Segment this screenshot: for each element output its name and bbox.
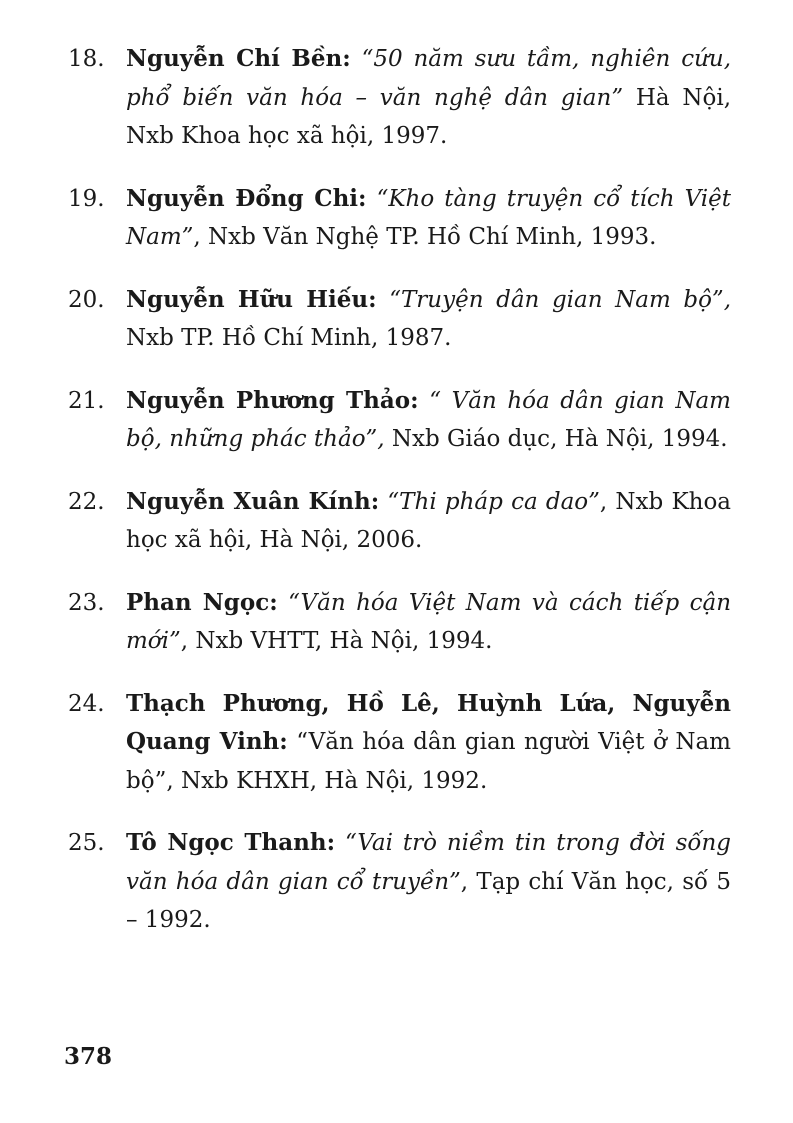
reference-author: Phan Ngọc:: [126, 588, 278, 616]
reference-item-24: [0, 685, 793, 801]
reference-title: “50 năm sưu tầm, nghiên cứu, phổ biến văn hóa – văn nghệ dân gian”: [126, 46, 732, 111]
reference-number: 24.: [68, 690, 105, 717]
reference-item-19: [0, 180, 793, 257]
reference-details: , Nxb Khoa học xã hội, Hà Nội, 2006.: [126, 488, 732, 553]
reference-number: 18.: [68, 46, 105, 72]
reference-details: , Tạp chí Văn học, số 5 – 1992.: [126, 868, 731, 933]
reference-details: Hà Nội, Nxb Khoa học xã hội, 1997.: [126, 84, 732, 149]
reference-item-21: [0, 382, 793, 459]
reference-author: Nguyễn Xuân Kính:: [126, 487, 380, 515]
reference-author: Tô Ngọc Thanh:: [126, 829, 336, 856]
reference-details: , Nxb Văn Nghệ TP. Hồ Chí Minh, 1993.: [193, 224, 657, 250]
reference-list: [0, 40, 793, 964]
reference-text: [126, 281, 731, 358]
reference-author: Nguyễn Phương Thảo:: [126, 386, 419, 414]
reference-item-25: [0, 824, 793, 940]
reference-number: 20.: [68, 286, 105, 313]
reference-title: “Văn hóa Việt Nam và cách tiếp cận mới”: [126, 589, 732, 654]
reference-text: [126, 180, 731, 257]
reference-number: 21.: [68, 387, 105, 414]
reference-number: 23.: [68, 589, 105, 616]
reference-item-22: [0, 483, 793, 560]
reference-number: 19.: [68, 185, 105, 212]
reference-title: “ Văn hóa dân gian Nam bộ, những phác thảo”,: [126, 387, 731, 452]
reference-text: [126, 685, 731, 801]
reference-title: “Thi pháp ca dao”: [387, 488, 600, 515]
reference-item-18: [0, 40, 793, 156]
reference-details: “Văn hóa dân gian người Việt ở Nam bộ”, Nxb KHXH, Hà Nội, 1992.: [126, 729, 731, 794]
reference-title: “Vai trò niềm tin trong đời sống văn hóa dân gian cổ truyền”: [126, 830, 732, 895]
reference-author: Nguyễn Hữu Hiếu:: [126, 285, 377, 313]
reference-details: Nxb Giáo dục, Hà Nội, 1994.: [384, 426, 728, 452]
reference-title: “Kho tàng truyện cổ tích Việt Nam”: [126, 185, 731, 250]
reference-text: [126, 40, 731, 156]
reference-item-23: [0, 584, 793, 661]
reference-text: [126, 824, 731, 940]
reference-author: Nguyễn Chí Bền:: [126, 45, 351, 72]
page-number: 378: [64, 1043, 113, 1070]
reference-author: Nguyễn Đổng Chi:: [126, 184, 367, 212]
reference-details: , Nxb VHTT, Hà Nội, 1994.: [180, 628, 493, 654]
reference-text: [126, 483, 731, 560]
reference-text: [126, 382, 731, 459]
reference-author: Thạch Phương, Hồ Lê, Huỳnh Lứa, Nguyễn Quang Vinh:: [126, 689, 731, 755]
reference-text: [126, 584, 731, 661]
reference-title: “Truyện dân gian Nam bộ”,: [389, 286, 732, 313]
reference-item-20: [0, 281, 793, 358]
reference-number: 25.: [68, 830, 105, 856]
reference-details: Nxb TP. Hồ Chí Minh, 1987.: [126, 325, 452, 351]
reference-number: 22.: [68, 488, 105, 515]
